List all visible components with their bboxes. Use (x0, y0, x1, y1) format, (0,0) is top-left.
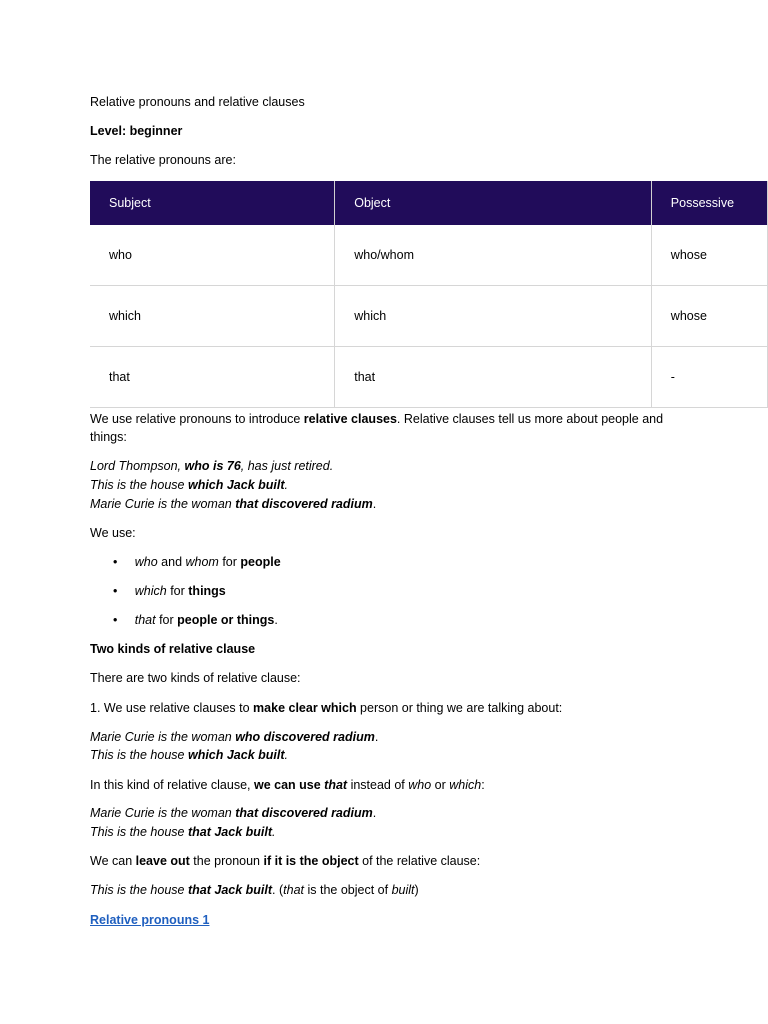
section-intro: There are two kinds of relative clause: (90, 671, 301, 685)
list-item: • who and whom for people (113, 555, 281, 569)
header-subject: Subject (90, 181, 335, 225)
table-cell: whose (651, 225, 767, 286)
section-heading: Two kinds of relative clause (90, 642, 256, 656)
numbered-point: 1. We use relative clauses to make clear which person or thing we are talking about: (90, 701, 563, 715)
paragraph-relative-clauses-cont: things: (90, 430, 127, 444)
table-row (90, 286, 768, 347)
table-row (90, 347, 768, 408)
example-sentence: Marie Curie is the woman who discovered radium. (90, 730, 379, 744)
intro-text: The relative pronouns are: (90, 153, 236, 167)
paragraph-that: In this kind of relative clause, we can use that instead of who or which: (90, 778, 485, 792)
exercise-link-paragraph (90, 911, 209, 929)
example-sentence: Lord Thompson, who is 76, has just retired. (90, 459, 334, 473)
example-sentence: This is the house that Jack built. (that is the object of built) (90, 883, 419, 897)
table-header-row (90, 181, 768, 225)
example-sentence: This is the house which Jack built. (90, 748, 289, 762)
paragraph-leave-out: We can leave out the pronoun if it is the object of the relative clause: (90, 854, 481, 868)
relative-pronouns-table (90, 181, 768, 408)
header-object: Object (335, 181, 652, 225)
example-sentence: Marie Curie is the woman that discovered radium. (90, 806, 377, 820)
table-cell: whose (651, 286, 767, 347)
table-cell: who/whom (335, 225, 652, 286)
level-label: Level: beginner (90, 124, 183, 138)
table-cell: which (90, 286, 335, 347)
table-cell: that (90, 347, 335, 408)
list-item: • that for people or things. (113, 613, 278, 627)
page-title: Relative pronouns and relative clauses (90, 95, 305, 109)
relative-pronouns-1-link[interactable]: Relative pronouns 1 (90, 913, 210, 927)
paragraph-relative-clauses: We use relative pronouns to introduce relative clauses. Relative clauses tell us more about people and (90, 412, 664, 426)
example-sentence: This is the house which Jack built. (90, 478, 289, 492)
table-row (90, 225, 768, 286)
we-use-label: We use: (90, 526, 136, 540)
example-sentence: This is the house that Jack built. (90, 825, 276, 839)
list-item: • which for things (113, 584, 226, 598)
header-possessive: Possessive (651, 181, 767, 225)
table-cell: which (335, 286, 652, 347)
table-cell: - (651, 347, 767, 408)
example-sentence: Marie Curie is the woman that discovered radium. (90, 497, 377, 511)
table-cell: who (90, 225, 335, 286)
table-cell: that (335, 347, 652, 408)
